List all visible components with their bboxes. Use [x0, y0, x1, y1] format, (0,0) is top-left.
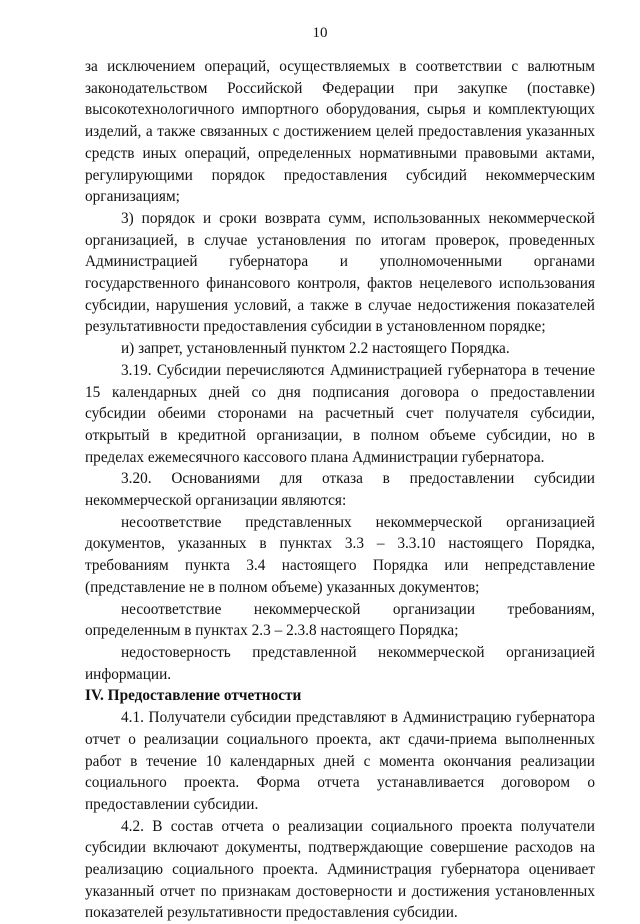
- paragraph-prohibition: и) запрет, установленный пунктом 2.2 настоящего Порядка.: [121, 340, 510, 358]
- section-heading-reporting: IV. Предоставление отчетности: [85, 687, 302, 705]
- paragraph-refusal-requirements: несоответствие некоммерческой организации требованиям, определенным в пунктах 2.3 – 2.3.8 настоящего Порядка;: [85, 600, 595, 640]
- paragraph-4-2: 4.2. В состав отчета о реализации социального проекта получатели субсидии включают документы, подтверждающие совершение расходов на реализацию социального проекта. Администрация губернатора оценивает указанный отчет по признакам достоверности и достижения установленных показателей результативности предоставления субсидии.: [85, 817, 595, 922]
- paragraph-refusal-information: недостоверность представленной некоммерческой организацией информации.: [85, 643, 595, 683]
- paragraph-refusal-documents: несоответствие представленных некоммерческой организацией документов, указанных в пунктах 3.3 – 3.3.10 настоящего Порядка, требованиям пункта 3.4 настоящего Порядка или непредставление (представление не в полном объеме) указанных документов;: [85, 513, 595, 596]
- paragraph-3-20: 3.20. Основаниями для отказа в предоставлении субсидии некоммерческой организации являются:: [85, 470, 595, 510]
- paragraph-4-1: 4.1. Получатели субсидии представляют в Администрацию губернатора отчет о реализации социального проекта, акт сдачи-приема выполненных работ в течение 10 календарных дней с момента окончания реализации социального проекта. Форма отчета устанавливается договором о предоставлении субсидии.: [85, 709, 595, 813]
- page-number: 10: [312, 25, 328, 41]
- paragraph-exceptions-continuation: за исключением операций, осуществляемых в соответствии с валютным законодательством Российской Федерации при закупке (поставке) высокотехнологичного импортного оборудования, сырья и комплектующих изделий, а также связанных с достижением целей предоставления указанных средств иных операций, определенных нормативными правовыми актами, регулирующими порядок предоставления субсидий некоммерческим организациям;: [85, 58, 595, 206]
- paragraph-3-19: 3.19. Субсидии перечисляются Администрацией губернатора в течение 15 календарных дней со дня подписания договора о предоставлении субсидии обеими сторонами на расчетный счет получателя субсидии, открытый в кредитной организации, в полном объеме субсидии, но в пределах ежемесячного кассового плана Администрации губернатора.: [85, 361, 595, 466]
- document-body: [85, 56, 595, 924]
- paragraph-return-procedure: 3) порядок и сроки возврата сумм, использованных некоммерческой организацией, в случае установления по итогам проверок, проведенных Администрацией губернатора и уполномоченными органами государственного финансового контроля, фактов нецелевого использования субсидии, нарушения условий, а также в случае недостижения показателей результативности предоставления субсидии в установленном порядке;: [85, 209, 595, 336]
